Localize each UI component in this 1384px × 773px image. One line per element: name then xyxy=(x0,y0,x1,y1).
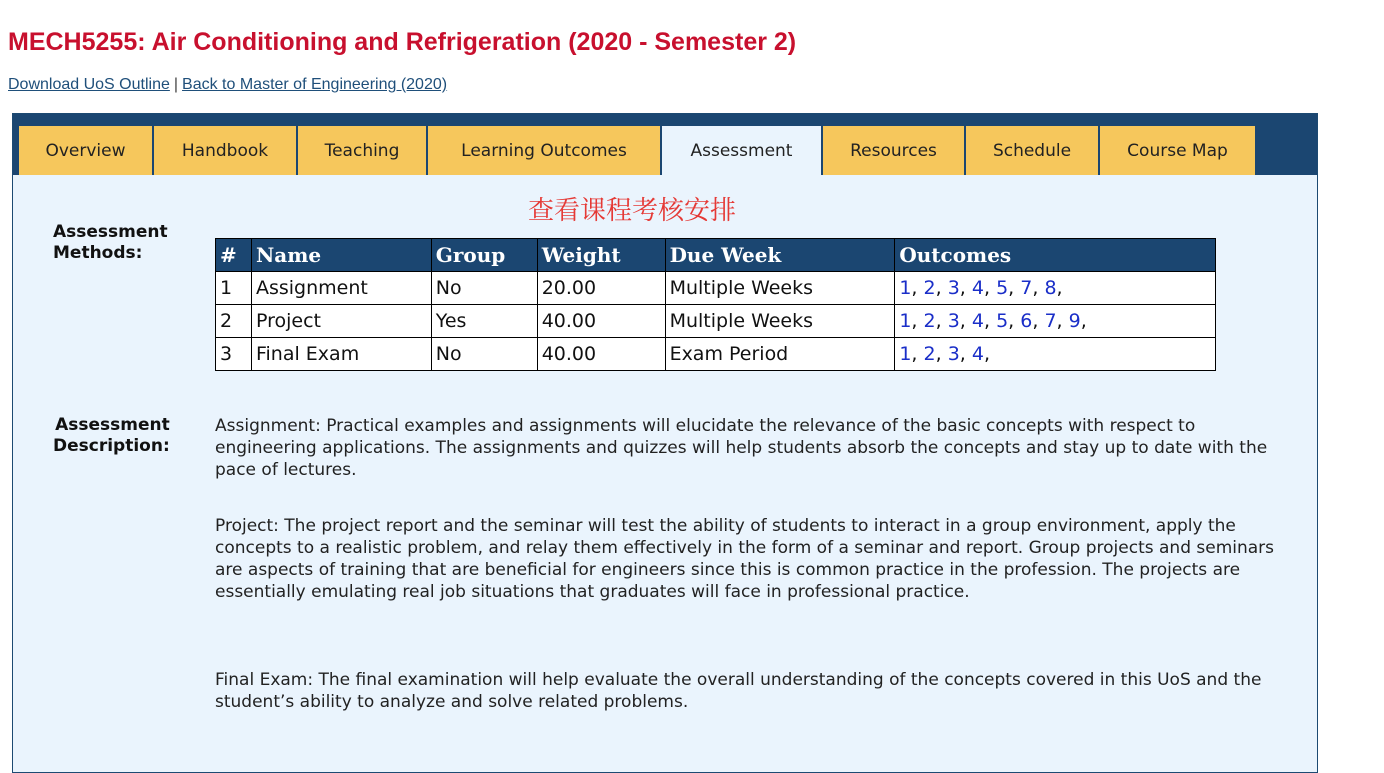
annotation-heading: 查看课程考核安排 xyxy=(528,196,737,226)
row-due-week: Exam Period xyxy=(665,338,895,371)
header-weight: Weight xyxy=(537,239,665,272)
row-group: Yes xyxy=(431,305,537,338)
outcome-link[interactable]: 4 xyxy=(971,310,984,332)
header-group: Group xyxy=(431,239,537,272)
outcome-link[interactable]: 2 xyxy=(923,310,936,332)
outcome-link[interactable]: 9 xyxy=(1068,310,1081,332)
tab-assessment[interactable]: Assessment xyxy=(661,126,822,175)
outcome-separator: , xyxy=(1080,310,1087,332)
outcome-separator: , xyxy=(911,310,924,332)
outcome-separator: , xyxy=(911,277,924,299)
header-num: # xyxy=(216,239,252,272)
outcome-separator: , xyxy=(1032,310,1045,332)
row-number: 3 xyxy=(216,338,252,371)
row-due-week: Multiple Weeks xyxy=(665,305,895,338)
description-final-exam: Final Exam: The final examination will help evaluate the overall understanding of the concepts covered in this UoS and the student’s ability to analyze and solve related problems. xyxy=(215,670,1262,712)
outcome-separator: , xyxy=(959,310,972,332)
row-name: Project xyxy=(251,305,431,338)
row-outcomes xyxy=(895,338,1216,371)
row-weight: 40.00 xyxy=(537,338,665,371)
table-row xyxy=(216,305,1216,338)
outcome-separator: , xyxy=(1008,310,1021,332)
outcome-separator: , xyxy=(1008,277,1021,299)
outcome-link[interactable]: 1 xyxy=(899,343,912,365)
outcome-link[interactable]: 4 xyxy=(971,277,984,299)
row-number: 2 xyxy=(216,305,252,338)
outcome-link[interactable]: 1 xyxy=(899,310,912,332)
row-weight: 20.00 xyxy=(537,272,665,305)
download-outline-link[interactable]: Download UoS Outline xyxy=(8,76,170,93)
outcome-link[interactable]: 7 xyxy=(1044,310,1057,332)
back-to-program-link[interactable]: Back to Master of Engineering (2020) xyxy=(182,76,448,93)
row-outcomes xyxy=(895,272,1216,305)
tab-course-map[interactable]: Course Map xyxy=(1099,126,1256,175)
header-outcomes: Outcomes xyxy=(895,239,1216,272)
table-header-row xyxy=(216,239,1216,272)
outcome-separator: , xyxy=(983,343,991,365)
row-weight: 40.00 xyxy=(537,305,665,338)
tab-bar xyxy=(13,114,1317,175)
outcome-link[interactable]: 6 xyxy=(1020,310,1033,332)
outcome-link[interactable]: 3 xyxy=(947,277,960,299)
outcome-link[interactable]: 2 xyxy=(923,343,936,365)
assessment-methods-label-line1: Assessment xyxy=(53,222,168,242)
row-outcomes xyxy=(895,305,1216,338)
outcome-link[interactable]: 8 xyxy=(1044,277,1057,299)
tab-overview[interactable]: Overview xyxy=(18,126,153,175)
row-group: No xyxy=(431,272,537,305)
outcome-link[interactable]: 3 xyxy=(947,310,960,332)
outcome-separator: , xyxy=(935,277,948,299)
assessment-methods-label xyxy=(53,222,168,264)
description-assignment: Assignment: Practical examples and assignments will elucidate the relevance of the basic concepts with respect to engineering applications. The assignments and quizzes will help students absorb the concepts and stay up to date with the pace of lectures. xyxy=(215,416,1268,480)
row-group: No xyxy=(431,338,537,371)
outcome-separator: , xyxy=(959,343,972,365)
tab-learning-outcomes[interactable]: Learning Outcomes xyxy=(427,126,661,175)
outcome-separator: , xyxy=(935,310,948,332)
outcome-link[interactable]: 7 xyxy=(1020,277,1033,299)
link-separator: | xyxy=(173,76,179,93)
assessment-description-label-line1: Assessment xyxy=(55,415,170,435)
outcome-separator: , xyxy=(911,343,924,365)
outcome-link[interactable]: 3 xyxy=(947,343,960,365)
assessment-methods-table xyxy=(215,238,1216,371)
top-links xyxy=(8,76,447,94)
page-title: MECH5255: Air Conditioning and Refrigeration (2020 - Semester 2) xyxy=(8,28,797,56)
row-name: Assignment xyxy=(251,272,431,305)
content-panel xyxy=(12,113,1318,773)
outcome-separator: , xyxy=(983,277,997,299)
description-project: Project: The project report and the seminar will test the ability of students to interact in a group environment, apply the concepts to a realistic problem, and relay them effectively in the form of a seminar and report. Group projects and seminars are aspects of training that are beneficial for engineers since this is common practice in the profession. The projects are essentially emulating real job situations that graduates will face in professional practice. xyxy=(215,516,1275,602)
assessment-description-label xyxy=(53,415,170,457)
tab-teaching[interactable]: Teaching xyxy=(297,126,427,175)
tab-handbook[interactable]: Handbook xyxy=(153,126,297,175)
outcome-link[interactable]: 1 xyxy=(899,277,912,299)
table-row xyxy=(216,338,1216,371)
outcome-separator: , xyxy=(959,277,972,299)
outcome-separator: , xyxy=(935,343,948,365)
header-name: Name xyxy=(251,239,431,272)
tab-schedule[interactable]: Schedule xyxy=(965,126,1099,175)
outcome-separator: , xyxy=(983,310,997,332)
outcome-link[interactable]: 5 xyxy=(996,277,1009,299)
header-due-week: Due Week xyxy=(665,239,895,272)
row-number: 1 xyxy=(216,272,252,305)
outcome-separator: , xyxy=(1032,277,1045,299)
outcome-link[interactable]: 2 xyxy=(923,277,936,299)
outcome-separator: , xyxy=(1056,310,1069,332)
outcome-link[interactable]: 5 xyxy=(996,310,1009,332)
table-row xyxy=(216,272,1216,305)
tab-resources[interactable]: Resources xyxy=(822,126,965,175)
outcome-separator: , xyxy=(1056,277,1063,299)
assessment-methods-label-line2: Methods: xyxy=(53,243,143,263)
row-due-week: Multiple Weeks xyxy=(665,272,895,305)
assessment-description-label-line2: Description: xyxy=(53,436,170,456)
outcome-link[interactable]: 4 xyxy=(971,343,984,365)
row-name: Final Exam xyxy=(251,338,431,371)
